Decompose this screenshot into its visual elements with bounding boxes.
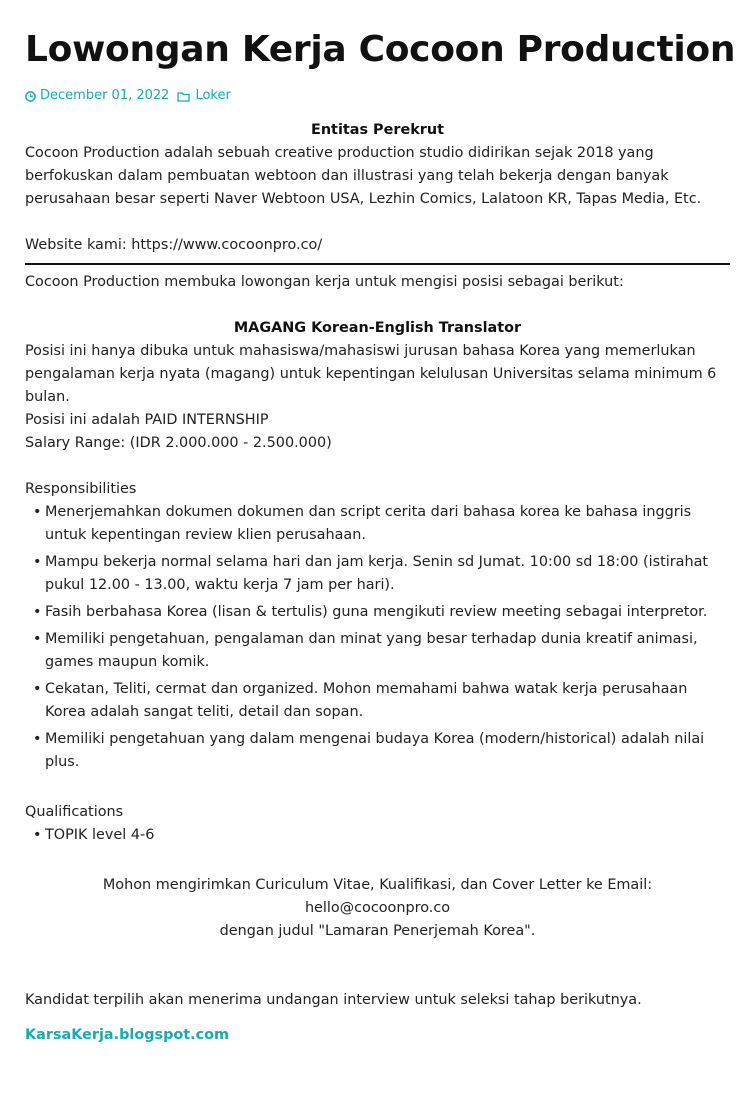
list-item (33, 601, 730, 624)
post-meta (25, 87, 730, 105)
bullet-icon: • (33, 681, 42, 697)
spacer (25, 778, 730, 801)
bullet-icon: • (33, 631, 42, 647)
closing-text: Kandidat terpilih akan menerima undangan interview untuk seleksi tahap berikutnya. (25, 992, 642, 1008)
apply-subject: dengan judul "Lamaran Penerjemah Korea". (219, 923, 536, 939)
list-item (33, 728, 730, 774)
divider (25, 263, 730, 265)
source-link[interactable]: KarsaKerja.blogspot.com (25, 1027, 230, 1043)
list-item-text: Mampu bekerja normal selama hari dan jam kerja. Senin sd Jumat. 10:00 sd 18:00 (istirahat pukul 12.00 - 13.00, waktu kerja 7 jam per hari). (45, 554, 709, 593)
entity-description: Cocoon Production adalah sebuah creative production studio didirikan sejak 2018 yang berfokuskan dalam pembuatan webtoon dan illustrasi yang telah bekerja dengan banyak perusahaan besar seperti Naver Webtoon USA, Lezhin Comics, Lalatoon KR, Tapas Media, Etc. (25, 145, 702, 207)
list-item (33, 628, 730, 674)
qualifications-heading: Qualifications (25, 804, 124, 820)
spacer (25, 943, 730, 966)
bullet-icon: • (33, 731, 42, 747)
bullet-icon: • (33, 604, 42, 620)
list-item-text: Cekatan, Teliti, cermat dan organized. Mohon memahami bahwa watak kerja perusahaan Korea adalah sangat teliti, detail dan sopan. (45, 681, 688, 720)
spacer (25, 294, 730, 317)
list-item (33, 824, 730, 847)
spacer (25, 211, 730, 234)
paid-internship-line: Posisi ini adalah PAID INTERNSHIP (25, 412, 269, 428)
list-item (33, 678, 730, 724)
list-item-text: TOPIK level 4-6 (45, 827, 155, 843)
intro-text: Cocoon Production membuka lowongan kerja untuk mengisi posisi sebagai berikut: (25, 274, 624, 290)
spacer (25, 851, 730, 874)
responsibilities-heading: Responsibilities (25, 481, 137, 497)
bullet-icon: • (33, 827, 42, 843)
apply-instructions: Mohon mengirimkan Curiculum Vitae, Kualifikasi, dan Cover Letter ke Email: (102, 877, 653, 893)
entity-heading: Entitas Perekrut (310, 122, 444, 138)
post-category-link[interactable]: Loker (195, 88, 231, 103)
folder-icon (177, 91, 191, 102)
spacer (25, 966, 730, 989)
list-item-text: Memiliki pengetahuan yang dalam mengenai budaya Korea (modern/historical) adalah nilai plus. (45, 731, 705, 770)
post-date-link[interactable]: December 01, 2022 (40, 88, 170, 103)
list-item-text: Memiliki pengetahuan, pengalaman dan minat yang besar terhadap dunia kreatif animasi, games maupun komik. (45, 631, 698, 670)
responsibilities-list (25, 501, 730, 774)
spacer (25, 455, 730, 478)
position-heading: MAGANG Korean-English Translator (233, 320, 522, 336)
clock-icon (25, 91, 36, 102)
post-date[interactable] (25, 87, 169, 105)
list-item-text: Menerjemahkan dokumen dokumen dan script cerita dari bahasa korea ke bahasa inggris untuk kepentingan review klien perusahaan. (45, 504, 692, 543)
apply-email: hello@cocoonpro.co (304, 900, 451, 916)
position-description: Posisi ini hanya dibuka untuk mahasiswa/mahasiswi jurusan bahasa Korea yang memerlukan pengalaman kerja nyata (magang) untuk kepentingan kelulusan Universitas selama minimum 6 bulan. (25, 343, 717, 405)
list-item (33, 501, 730, 547)
bullet-icon: • (33, 554, 42, 570)
website-line: Website kami: https://www.cocoonpro.co/ (25, 237, 323, 253)
post-category[interactable] (177, 87, 230, 105)
list-item-text: Fasih berbahasa Korea (lisan & tertulis) guna mengikuti review meeting sebagai interpretor. (45, 604, 708, 620)
list-item (33, 551, 730, 597)
salary-range: Salary Range: (IDR 2.000.000 - 2.500.000) (25, 435, 332, 451)
post-title: Lowongan Kerja Cocoon Production (25, 29, 736, 70)
bullet-icon: • (33, 504, 42, 520)
post-body (25, 119, 730, 1047)
qualifications-list (25, 824, 730, 847)
